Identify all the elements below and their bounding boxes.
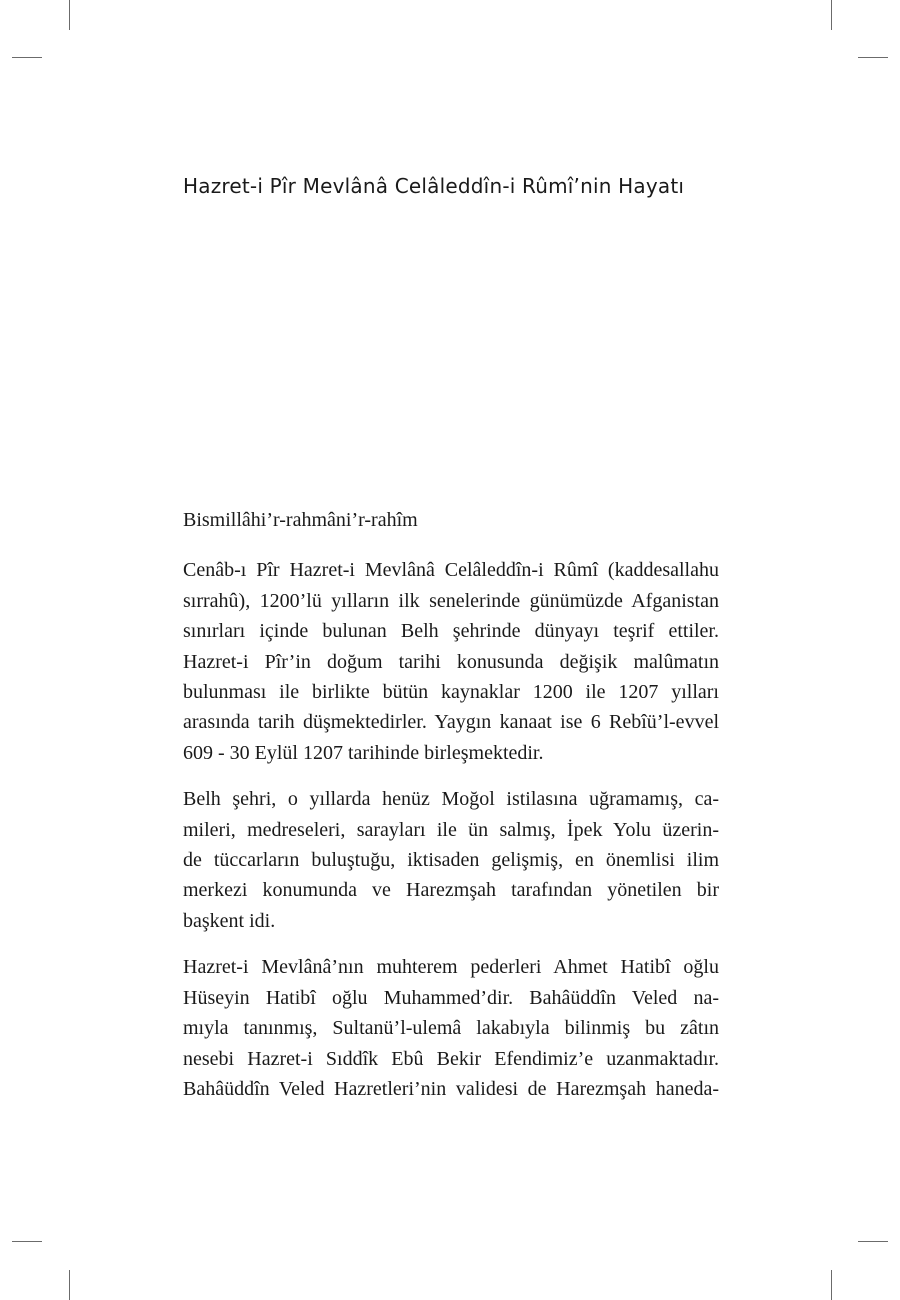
text-line: Belh şehri, o yıllarda henüz Moğol istilasına uğramamış, ca- bbox=[183, 788, 719, 811]
basmala: Bismillâhi’r-rahmâni’r-rahîm bbox=[183, 509, 418, 531]
text-line: Hazret-i Mevlânâ’nın muhterem pederleri Ahmet Hatibî oğlu bbox=[183, 956, 719, 979]
text-line: Cenâb-ı Pîr Hazret-i Mevlânâ Celâleddîn-i Rûmî (kaddesallahu bbox=[183, 559, 719, 582]
crop-mark-bottom-right-vertical bbox=[831, 1270, 832, 1300]
crop-mark-top-right-horizontal bbox=[858, 57, 888, 58]
crop-mark-top-left-vertical bbox=[69, 0, 70, 30]
paragraph-2 bbox=[183, 784, 719, 936]
text-line: Bahâüddîn Veled Hazretleri’nin validesi de Harezmşah haneda- bbox=[183, 1077, 719, 1100]
text-line: merkezi konumunda ve Harezmşah tarafından yönetilen bir bbox=[183, 879, 719, 902]
text-line: bulunması ile birlikte bütün kaynaklar 1200 ile 1207 yılları bbox=[183, 681, 719, 704]
text-line: 609 - 30 Eylül 1207 tarihinde birleşmektedir. bbox=[183, 741, 544, 764]
text-line: mıyla tanınmış, Sultanü’l-ulemâ lakabıyla bilinmiş bu zâtın bbox=[183, 1017, 719, 1040]
crop-mark-top-left-horizontal bbox=[12, 57, 42, 58]
chapter-title: Hazret-i Pîr Mevlânâ Celâleddîn-i Rûmî’nin Hayatı bbox=[183, 174, 685, 198]
text-line: sınırları içinde bulunan Belh şehrinde dünyayı teşrif ettiler. bbox=[183, 620, 719, 643]
text-line: Hüseyin Hatibî oğlu Muhammed’dir. Bahâüddîn Veled na- bbox=[183, 986, 719, 1009]
paragraph-1 bbox=[183, 555, 719, 768]
crop-mark-top-right-vertical bbox=[831, 0, 832, 30]
text-line: sırrahû), 1200’lü yılların ilk senelerinde günümüzde Afganistan bbox=[183, 589, 719, 612]
text-line: arasında tarih düşmektedirler. Yaygın kanaat ise 6 Rebîü’l-evvel bbox=[183, 711, 719, 734]
crop-mark-bottom-left-vertical bbox=[69, 1270, 70, 1300]
text-line: nesebi Hazret-i Sıddîk Ebû Bekir Efendimiz’e uzanmaktadır. bbox=[183, 1047, 719, 1070]
body-text bbox=[183, 505, 719, 1120]
crop-mark-bottom-right-horizontal bbox=[858, 1241, 888, 1242]
text-line: mileri, medreseleri, sarayları ile ün salmış, İpek Yolu üzerin- bbox=[183, 818, 719, 841]
crop-mark-bottom-left-horizontal bbox=[12, 1241, 42, 1242]
text-line: de tüccarların buluştuğu, iktisaden gelişmiş, en önemlisi ilim bbox=[183, 849, 719, 872]
text-line: başkent idi. bbox=[183, 909, 276, 932]
paragraph-3 bbox=[183, 952, 719, 1104]
text-line: Hazret-i Pîr’in doğum tarihi konusunda değişik malûmatın bbox=[183, 650, 719, 673]
